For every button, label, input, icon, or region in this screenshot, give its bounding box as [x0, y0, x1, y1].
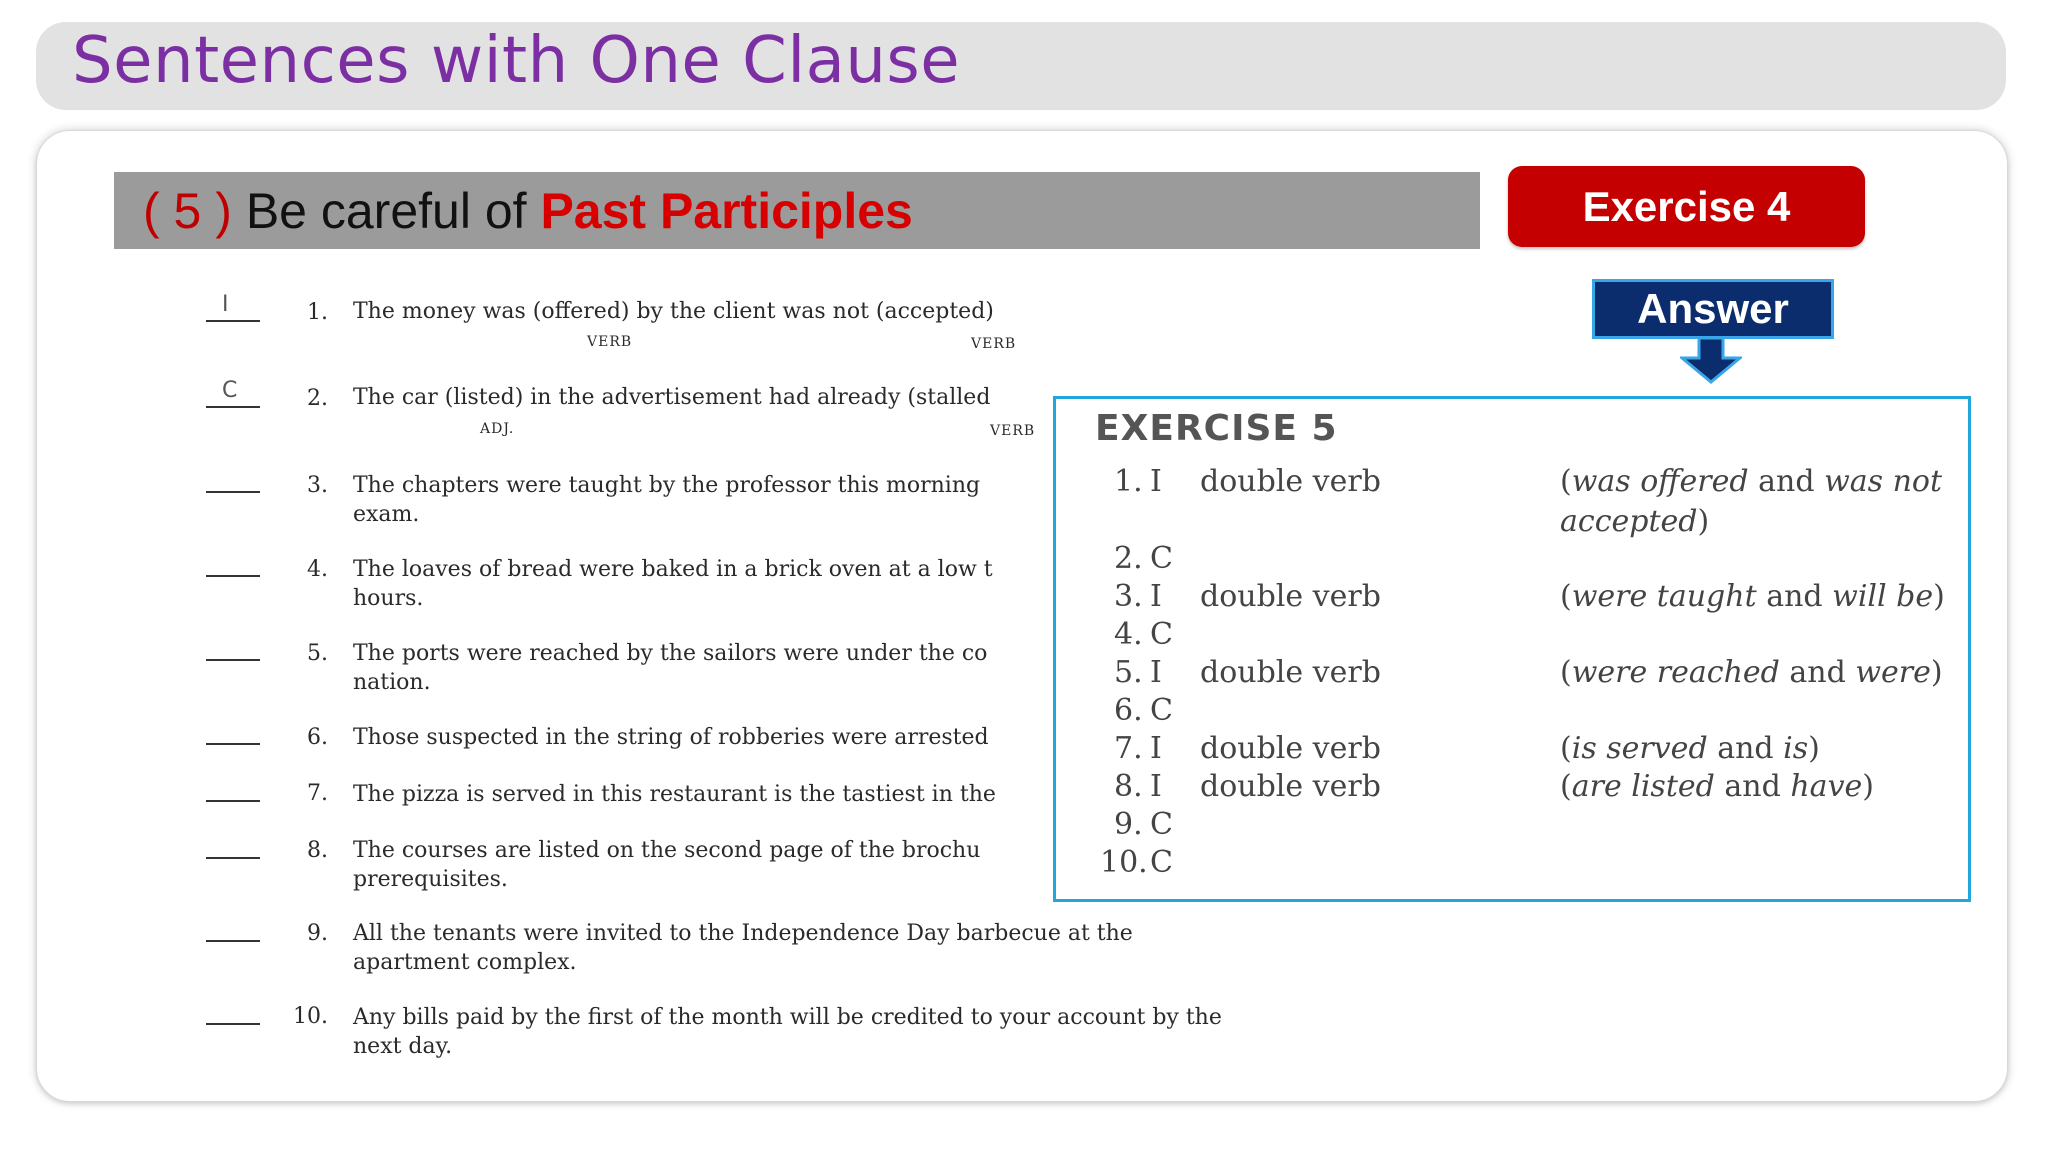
answer-value: I: [1150, 464, 1162, 499]
slide-title: Sentences with One Clause: [72, 24, 961, 98]
question-number: 10.: [293, 1004, 328, 1029]
question-number: 9.: [307, 921, 328, 946]
adj-tag: ADJ.: [480, 421, 515, 437]
answer-value: C: [1150, 845, 1173, 880]
question-text: Those suspected in the string of robberies were arrested: [353, 725, 989, 750]
answer-num: 5.: [1114, 655, 1143, 690]
question-number: 5.: [307, 641, 328, 666]
question-text-line: The ports were reached by the sailors were under the co: [353, 641, 988, 666]
answer-blank: [206, 631, 260, 661]
question-text-line: apartment complex.: [353, 950, 577, 975]
question-text-line: Any bills paid by the first of the month will be credited to your account by the: [353, 1005, 1222, 1030]
heading-number: ( 5 ): [143, 183, 232, 239]
question-number: 4.: [307, 557, 328, 582]
answer-value: C: [1150, 693, 1173, 728]
question-text-line: prerequisites.: [353, 867, 508, 892]
exercise-4-button[interactable]: Exercise 4: [1508, 166, 1865, 247]
question-text-line: All the tenants were invited to the Independence Day barbecue at the: [353, 921, 1133, 946]
answer-blank: [206, 995, 260, 1025]
answer-blank: [206, 772, 260, 802]
answer-num: 9.: [1114, 807, 1143, 842]
question-number: 2.: [307, 386, 328, 411]
question-number: 1.: [307, 300, 328, 325]
answer-type: double verb: [1200, 579, 1381, 614]
answer-blank: [206, 463, 260, 493]
question-text: The money was (offered) by the client was not (accepted): [353, 299, 994, 324]
question-number: 3.: [307, 473, 328, 498]
answer-type: double verb: [1200, 655, 1381, 690]
answer-blank: [206, 292, 260, 322]
verb-tag: VERB: [990, 423, 1036, 439]
answer-mark: I: [222, 292, 229, 317]
question-text-line: The courses are listed on the second page of the brochu: [353, 838, 981, 863]
answer-value: I: [1150, 731, 1162, 766]
answer-num: 1.: [1114, 464, 1143, 499]
section-heading: [143, 182, 913, 240]
answer-value: I: [1150, 769, 1162, 804]
answer-value: I: [1150, 579, 1162, 614]
answer-num: 10.: [1100, 845, 1148, 880]
question-text-line: The chapters were taught by the professor this morning: [353, 473, 981, 498]
answer-note: (were reached and were): [1560, 655, 1943, 690]
answer-blank: [206, 547, 260, 577]
answer-num: 7.: [1114, 731, 1143, 766]
answer-note: (were taught and will be): [1560, 579, 1945, 614]
heading-highlight: Past Participles: [540, 183, 913, 239]
answer-value: C: [1150, 617, 1173, 652]
verb-tag: VERB: [587, 334, 633, 350]
answer-blank: [206, 829, 260, 859]
answer-value: C: [1150, 541, 1173, 576]
question-number: 7.: [307, 781, 328, 806]
answer-value: C: [1150, 807, 1173, 842]
answer-num: 8.: [1114, 769, 1143, 804]
answer-note: (was offered and was not: [1560, 464, 1943, 499]
answer-num: 3.: [1114, 579, 1143, 614]
answer-num: 6.: [1114, 693, 1143, 728]
verb-tag: VERB: [971, 336, 1017, 352]
answer-note-cont: accepted): [1560, 504, 1710, 539]
question-number: 6.: [307, 725, 328, 750]
answer-key-title: EXERCISE 5: [1095, 408, 1338, 449]
question-text-line: exam.: [353, 502, 420, 527]
answer-value: I: [1150, 655, 1162, 690]
question-text: The car (listed) in the advertisement had already (stalled: [353, 385, 991, 410]
arrow-down-icon: [1680, 338, 1742, 384]
question-number: 8.: [307, 838, 328, 863]
question-text-line: nation.: [353, 670, 431, 695]
answer-type: double verb: [1200, 731, 1381, 766]
answer-num: 2.: [1114, 541, 1143, 576]
answer-type: double verb: [1200, 769, 1381, 804]
answer-num: 4.: [1114, 617, 1143, 652]
question-text-line: The loaves of bread were baked in a brick oven at a low t: [353, 557, 993, 582]
question-text-line: hours.: [353, 586, 424, 611]
answer-blank: [206, 715, 260, 745]
question-text-line: next day.: [353, 1034, 453, 1059]
answer-button[interactable]: Answer: [1592, 279, 1834, 339]
answer-note: (are listed and have): [1560, 769, 1874, 804]
answer-type: double verb: [1200, 464, 1381, 499]
heading-text: Be careful of: [245, 183, 527, 239]
answer-blank: [206, 912, 260, 942]
answer-note: (is served and is): [1560, 731, 1820, 766]
answer-mark: C: [222, 378, 238, 403]
question-text: The pizza is served in this restaurant is the tastiest in the: [353, 782, 996, 807]
